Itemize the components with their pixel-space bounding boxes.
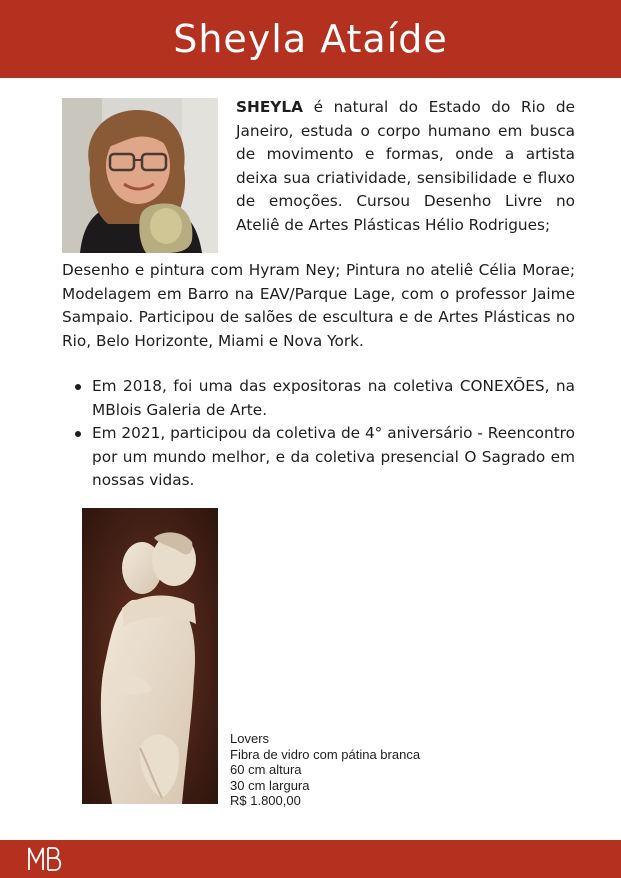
artwork-price: R$ 1.800,00 — [230, 793, 301, 808]
bullet-icon — [75, 431, 81, 437]
footer-bar — [0, 840, 621, 878]
artist-photo — [62, 98, 218, 253]
artwork-material: Fibra de vidro com pátina branca — [230, 746, 421, 762]
artwork-height: 60 cm altura — [230, 762, 302, 777]
artist-portrait — [62, 98, 218, 253]
sculpture-image — [82, 508, 218, 804]
artist-bio-continuation: Desenho e pintura com Hyram Ney; Pintura no ateliê Célia Morae; Modelagem em Barro na EAV/Parque Lage, com o professor Jaime Sampaio. Participou de salões de escultura e de Artes Plásticas no Rio, Belo Horizonte, Miami e Nova York. — [62, 261, 575, 350]
list-item — [62, 375, 575, 422]
list-item-text: Em 2018, foi uma das expositoras na coletiva CONEXÕES, na MBlois Galeria de Arte. — [92, 377, 575, 419]
artwork-caption — [230, 731, 420, 809]
bullet-icon — [75, 384, 81, 390]
artist-bio-intro — [236, 96, 575, 237]
artwork-photo — [82, 508, 218, 804]
artist-name: SHEYLA — [236, 98, 303, 116]
list-item-text: Em 2021, participou da coletiva de 4° aniversário - Reencontro por um mundo melhor, e da coletiva presencial O Sagrado em nossas vidas. — [92, 424, 575, 489]
header-bar — [0, 0, 621, 78]
artwork-title: Lovers — [230, 731, 270, 746]
page-title: Sheyla Ataíde — [173, 17, 448, 61]
artwork-width: 30 cm largura — [230, 777, 310, 793]
highlights-list — [62, 375, 575, 493]
bio-intro-text: é natural do Estado do Rio de Janeiro, estuda o corpo humano em busca de movimento e formas, onde a artista deixa sua criatividade, sensibilidade e fluxo de emoções. Cursou Desenho Livre no Ateliê de Artes Plásticas Hélio Rodrigues; — [236, 98, 575, 234]
mb-logo — [27, 846, 63, 872]
list-item — [62, 422, 575, 493]
